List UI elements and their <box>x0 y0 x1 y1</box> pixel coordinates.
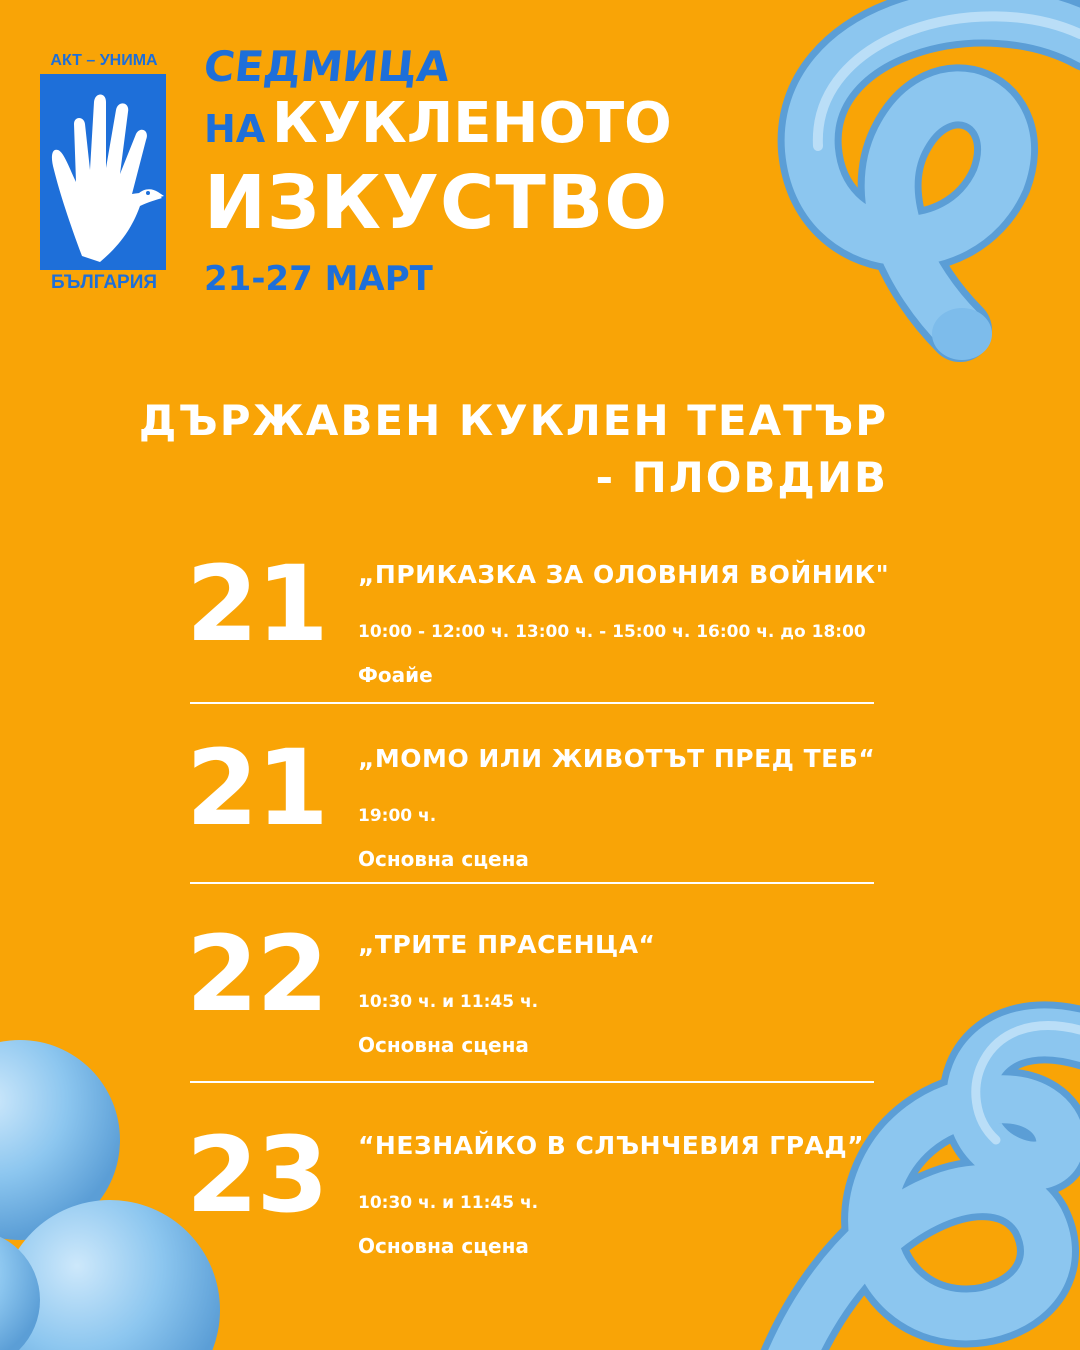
event-time: 19:00 ч. <box>358 806 437 826</box>
event-place: Основна сцена <box>358 847 529 871</box>
event-time: 10:00 - 12:00 ч. 13:00 ч. - 15:00 ч. 16:00 ч. до 18:00 <box>358 622 866 642</box>
event-day: 21 <box>186 543 327 665</box>
event-time: 10:30 ч. и 11:45 ч. <box>358 992 539 1012</box>
event-place: Основна сцена <box>358 1033 529 1057</box>
event-day: 23 <box>186 1114 327 1236</box>
event-title: „МОМО ИЛИ ЖИВОТЪТ ПРЕД ТЕБ“ <box>358 744 876 773</box>
act-unima-logo <box>40 52 168 297</box>
event-title: „ТРИТЕ ПРАСЕНЦА“ <box>358 930 656 959</box>
event-day: 22 <box>186 913 327 1035</box>
logo-top-text: АКТ – УНИМА <box>50 52 158 69</box>
venue-line-1: ДЪРЖАВЕН КУКЛЕН ТЕАТЪР <box>138 396 888 445</box>
bottom-right-swirl <box>790 1026 1080 1350</box>
hand-dove-icon <box>40 74 166 270</box>
event-place: Основна сцена <box>358 1234 529 1258</box>
event-divider <box>190 702 874 704</box>
venue-line-2: - ПЛОВДИВ <box>595 453 888 502</box>
event-title: „ПРИКАЗКА ЗА ОЛОВНИЯ ВОЙНИК" <box>358 560 890 589</box>
event-time: 10:30 ч. и 11:45 ч. <box>358 1193 539 1213</box>
festival-dates: 21-27 МАРТ <box>204 259 433 299</box>
event-day: 21 <box>186 727 327 849</box>
title-line-3: ИЗКУСТВО <box>204 160 669 246</box>
title-line-2-prefix: НА <box>204 107 266 151</box>
title-line-1: СЕДМИЦА <box>201 42 452 91</box>
event-place: Фоайе <box>358 663 433 687</box>
logo-bottom-text: БЪЛГАРИЯ <box>50 272 158 293</box>
venue-heading <box>139 392 888 506</box>
title-line-2-main: КУКЛЕНОТО <box>272 91 672 156</box>
event-divider <box>190 1081 874 1083</box>
event-divider <box>190 882 874 884</box>
event-title: “НЕЗНАЙКО В СЛЪНЧЕВИЯ ГРАД” <box>358 1131 865 1160</box>
top-right-swirl <box>810 15 1080 360</box>
